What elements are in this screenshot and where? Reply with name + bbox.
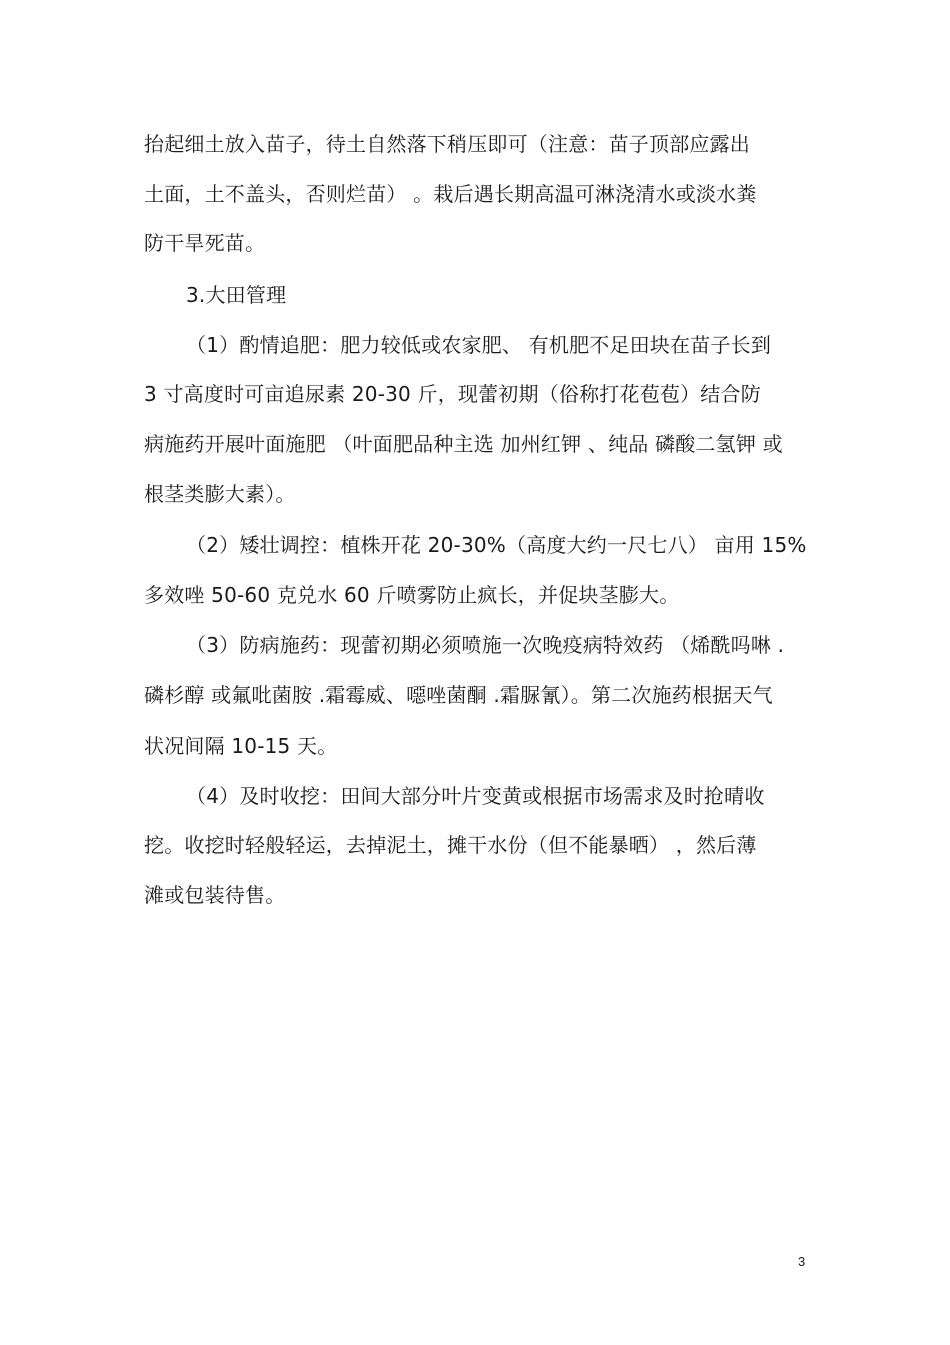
text-line-12: 磷杉醇 或氟吡菌胺 .霜霉威、噁唑菌酮 .霜脲氰）。第二次施药根据天气 <box>144 683 773 707</box>
text-line-16: 滩或包装待售。 <box>144 883 286 907</box>
text-line-5: （1）酌情追肥：肥力较低或农家肥、 有机肥不足田块在苗子长到 <box>186 333 772 357</box>
section-heading: 3.大田管理 <box>186 283 287 307</box>
text-line-1: 抬起细土放入苗子，待土自然落下稍压即可（注意：苗子顶部应露出 <box>144 132 750 156</box>
text-line-2: 土面，土不盖头，否则烂苗） 。栽后遇长期高温可淋浇清水或淡水粪 <box>144 182 757 206</box>
text-line-15: 挖。收挖时轻般轻运，去掉泥土，摊干水份（但不能暴晒） ，然后薄 <box>144 833 757 857</box>
text-line-14: （4）及时收挖：田间大部分叶片变黄或根据市场需求及时抢晴收 <box>186 784 765 808</box>
text-line-7: 病施药开展叶面施肥 （叶面肥品种主选 加州红钾 、纯品 磷酸二氢钾 或 <box>144 432 783 456</box>
page-number: 3 <box>798 1254 806 1269</box>
text-line-11: （3）防病施药：现蕾初期必须喷施一次晚疫病特效药 （烯酰吗啉 . <box>186 633 785 657</box>
text-line-3: 防干旱死苗。 <box>144 231 266 255</box>
text-line-13: 状况间隔 10-15 天。 <box>144 734 338 758</box>
text-line-9: （2）矮壮调控：植株开花 20-30%（高度大约一尺七八） 亩用 15% <box>186 533 807 557</box>
text-line-8: 根茎类膨大素）。 <box>144 482 296 506</box>
text-line-10: 多效唑 50-60 克兑水 60 斤喷雾防止疯长，并促块茎膨大。 <box>144 583 680 607</box>
text-line-6: 3 寸高度时可亩追尿素 20-30 斤，现蕾初期（俗称打花苞苞）结合防 <box>144 382 761 406</box>
